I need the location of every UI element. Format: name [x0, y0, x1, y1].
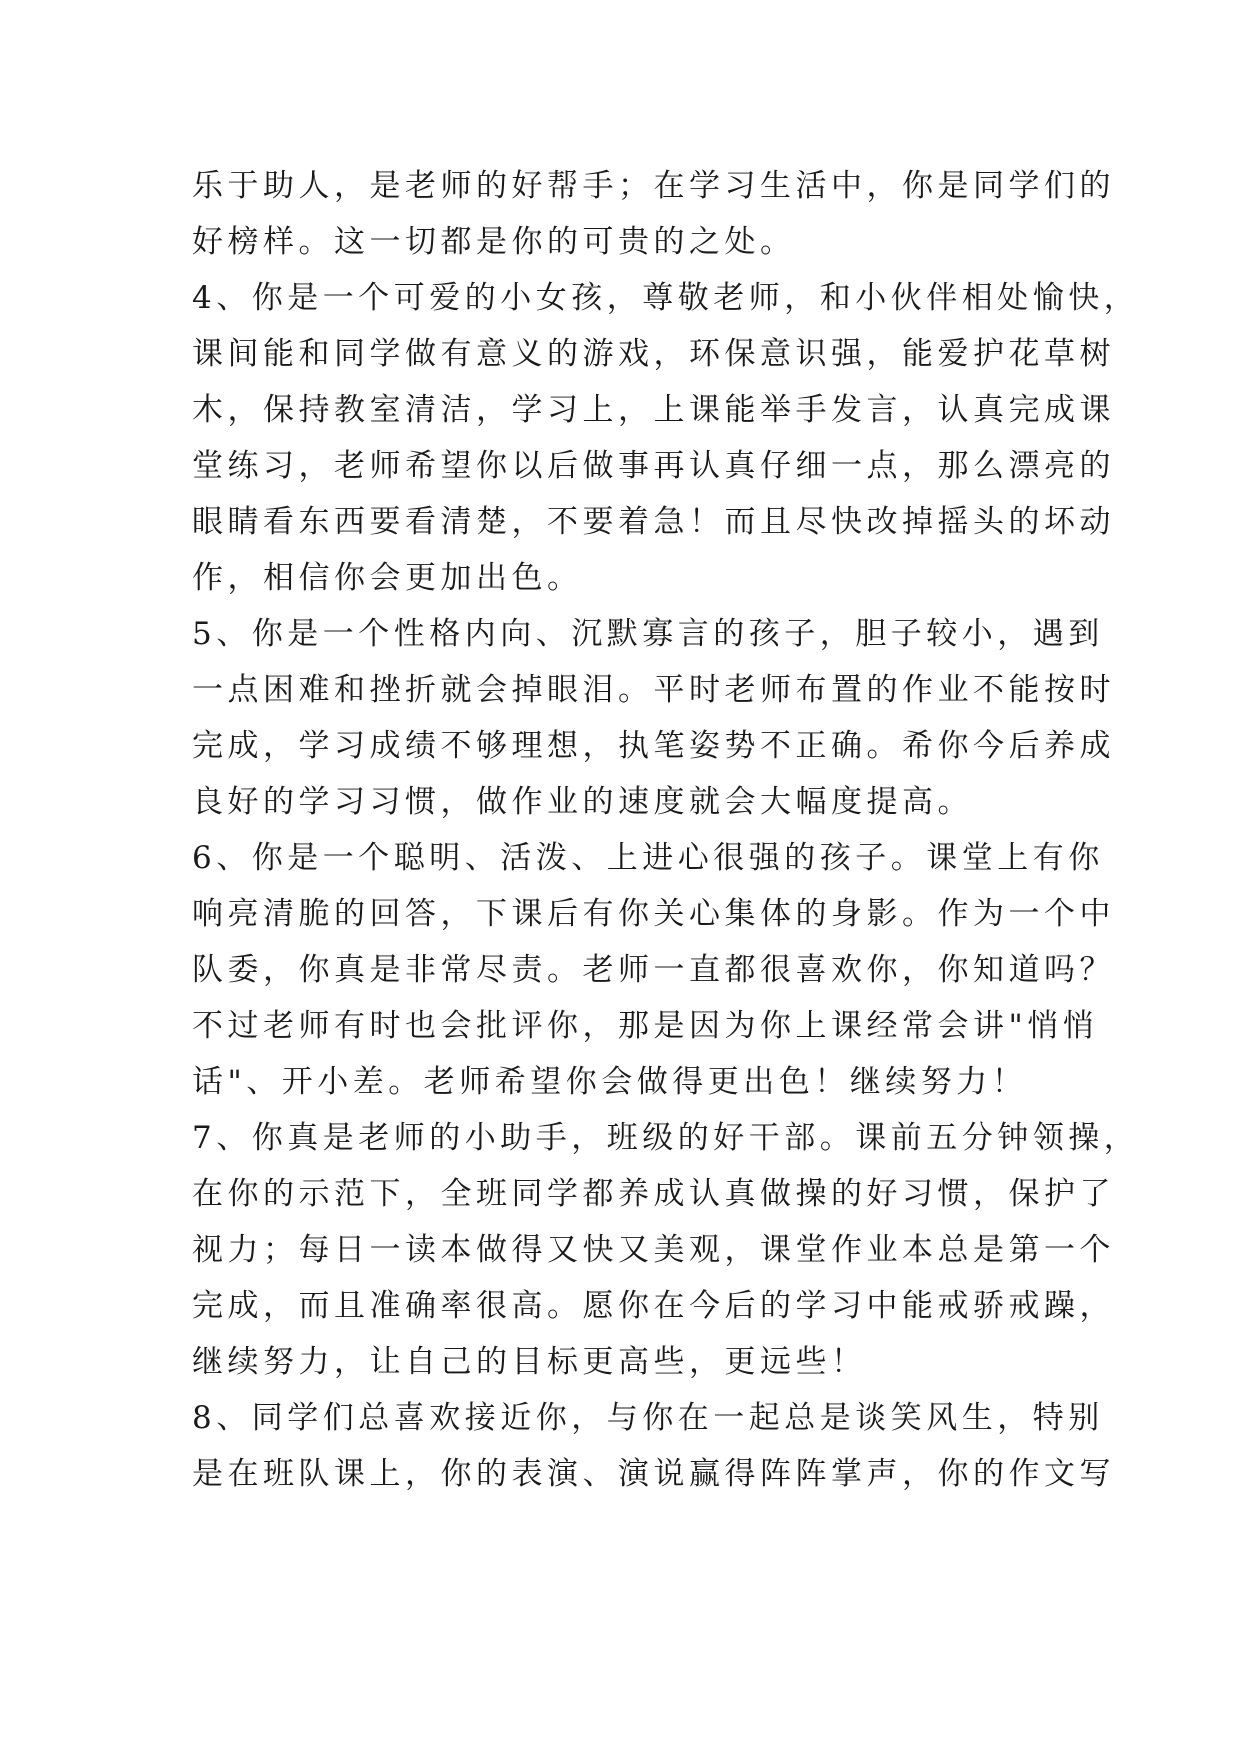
text-line: 在你的示范下，全班同学都养成认真做操的好习惯，保护了	[192, 1176, 1115, 1212]
text-line: 5、你是一个性格内向、沉默寡言的孩子，胆子较小，遇到	[192, 616, 1104, 652]
text-line: 完成，而且准确率很高。愿你在今后的学习中能戒骄戒躁，	[192, 1288, 1115, 1324]
text-line: 继续努力，让自己的目标更高些，更远些！	[192, 1344, 867, 1380]
text-line: 响亮清脆的回答，下课后有你关心集体的身影。作为一个中	[192, 896, 1115, 932]
text-line: 完成，学习成绩不够理想，执笔姿势不正确。希你今后养成	[192, 728, 1115, 764]
text-line: 木，保持教室清洁，学习上，上课能举手发言，认真完成课	[192, 392, 1115, 428]
text-line: 堂练习，老师希望你以后做事再认真仔细一点，那么漂亮的	[192, 448, 1115, 484]
text-line: 好榜样。这一切都是你的可贵的之处。	[192, 224, 796, 260]
text-line: 7、你真是老师的小助手，班级的好干部。课前五分钟领操，	[192, 1120, 1140, 1156]
text-line: 不过老师有时也会批评你，那是因为你上课经常会讲"悄悄	[192, 1008, 1099, 1044]
text-line: 乐于助人，是老师的好帮手；在学习生活中，你是同学们的	[192, 168, 1115, 204]
text-line: 作，相信你会更加出色。	[192, 560, 583, 596]
text-line: 视力；每日一读本做得又快又美观，课堂作业本总是第一个	[192, 1232, 1115, 1268]
text-line: 是在班队课上，你的表演、演说赢得阵阵掌声，你的作文写	[192, 1456, 1115, 1492]
text-line: 6、你是一个聪明、活泼、上进心很强的孩子。课堂上有你	[192, 840, 1104, 876]
text-line: 眼睛看东西要看清楚，不要着急！而且尽快改掉摇头的坏动	[192, 504, 1115, 540]
text-line: 良好的学习习惯，做作业的速度就会大幅度提高。	[192, 784, 973, 820]
text-line: 队委，你真是非常尽责。老师一直都很喜欢你，你知道吗？	[192, 952, 1115, 988]
text-line: 8、同学们总喜欢接近你，与你在一起总是谈笑风生，特别	[192, 1400, 1104, 1436]
document-body	[192, 158, 1140, 1502]
text-line: 话"、开小差。老师希望你会做得更出色！继续努力！	[192, 1064, 1028, 1100]
text-line: 课间能和同学做有意义的游戏，环保意识强，能爱护花草树	[192, 336, 1115, 372]
text-line: 4、你是一个可爱的小女孩，尊敬老师，和小伙伴相处愉快，	[192, 280, 1140, 316]
text-line: 一点困难和挫折就会掉眼泪。平时老师布置的作业不能按时	[192, 672, 1115, 708]
